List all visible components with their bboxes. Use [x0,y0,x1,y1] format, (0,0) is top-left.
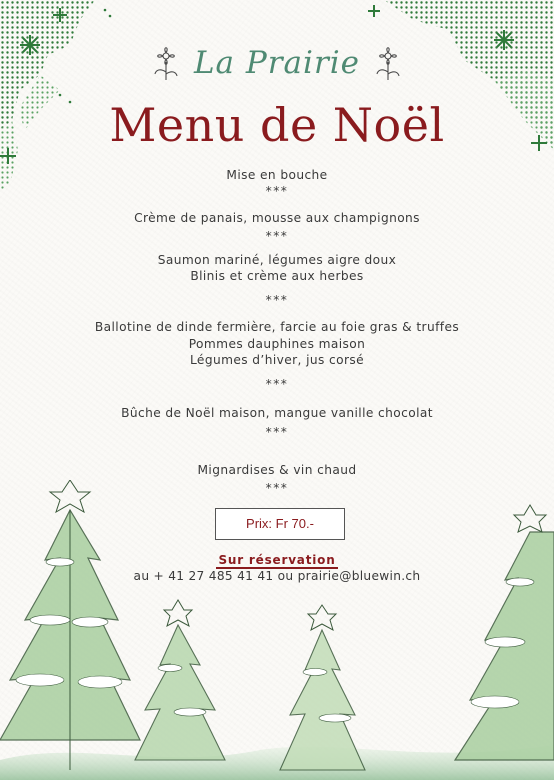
flower-ornament-icon [371,44,405,82]
tree-center [280,605,365,770]
menu-line: Crème de panais, mousse aux champignons [134,211,420,225]
menu-title: Menu de Noël [109,98,445,152]
menu-line: Bûche de Noël maison, mangue vanille chocolat [121,406,433,420]
reservation-label-text: Sur réservation [218,553,336,567]
separator-stars: *** [265,481,289,495]
separator-stars: *** [265,293,289,307]
tree-right [455,505,554,760]
reservation-contact: au + 41 27 485 41 41 ou prairie@bluewin.ch [133,569,421,583]
separator-stars: *** [265,229,289,243]
menu-line: Blinis et crème aux herbes [190,269,364,283]
tree-left [0,480,140,770]
separator-stars: *** [265,377,289,391]
menu-line: Saumon mariné, légumes aigre doux [157,253,397,267]
menu-line: Mignardises & vin chaud [197,463,357,477]
separator-stars: *** [265,425,289,439]
menu-line: Pommes dauphines maison [188,337,366,351]
brand-header [0,44,554,82]
christmas-trees-illustration [0,480,554,780]
separator-stars: *** [265,184,289,198]
price-box: Prix: Fr 70.- [215,508,345,540]
menu-line: Légumes d’hiver, jus corsé [189,353,365,367]
brand-name: La Prairie [193,45,361,81]
flower-ornament-icon [149,44,183,82]
menu-line: Mise en bouche [226,168,328,182]
tree-center-left [135,600,225,760]
menu-line: Ballotine de dinde fermière, farcie au foie gras & truffes [94,320,460,334]
